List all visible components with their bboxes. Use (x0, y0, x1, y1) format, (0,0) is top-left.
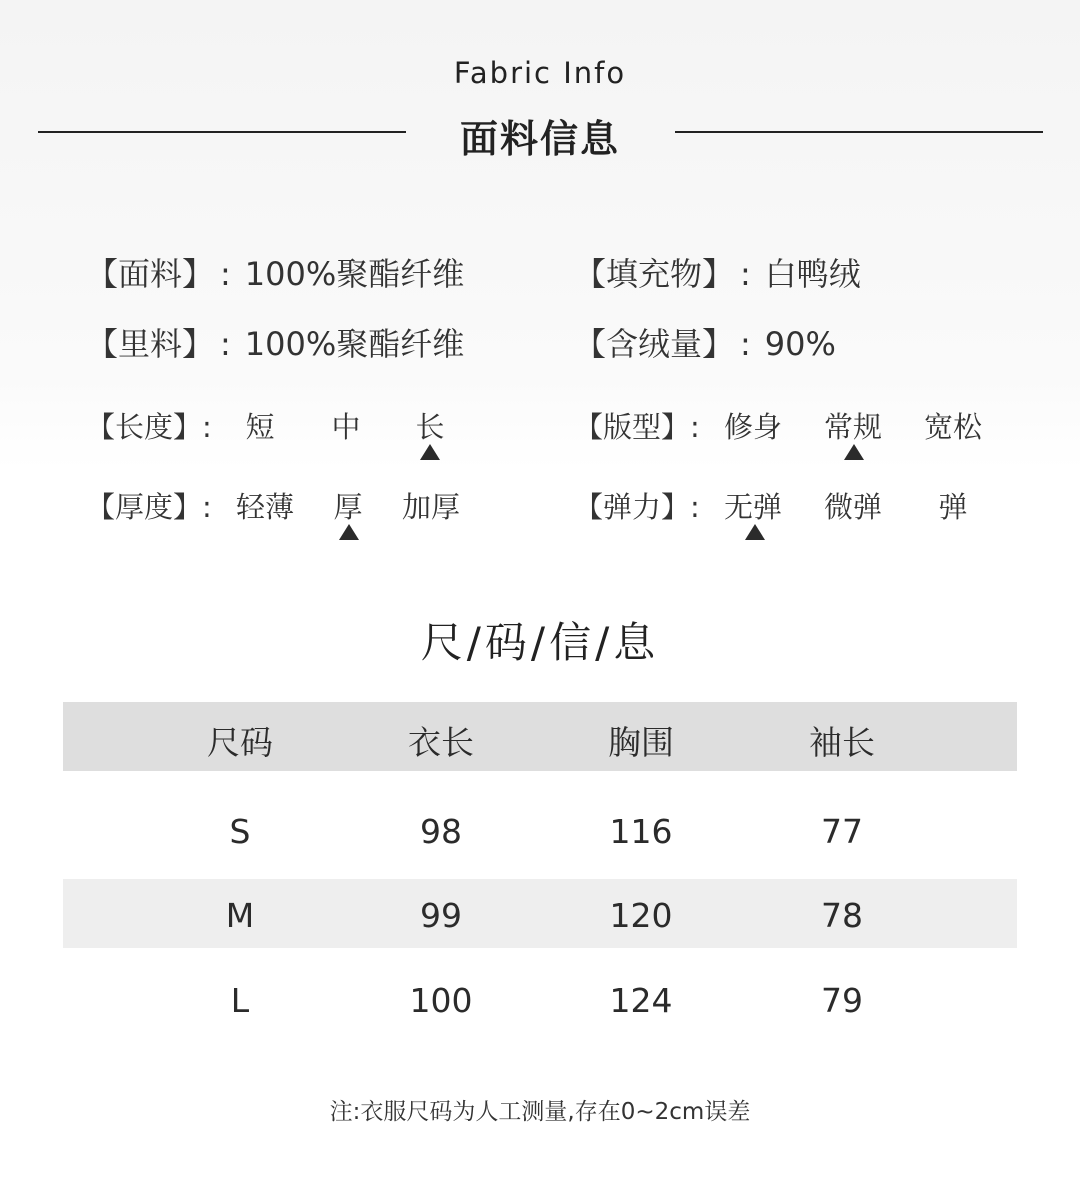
size-table-header-sleeve: 袖长 (809, 723, 875, 762)
size-table-cell: M (225, 896, 255, 935)
size-table-header-length: 衣长 (408, 723, 474, 762)
length-label: 【长度】: (86, 410, 212, 444)
attr-filling (574, 249, 861, 295)
size-table-cell: 99 (420, 896, 462, 935)
attr-key: 【含绒量】 (574, 325, 735, 363)
fit-option-loose: 宽松 (923, 410, 982, 444)
attr-down-content (574, 319, 836, 365)
thickness-option-thin: 轻薄 (235, 490, 294, 524)
size-table-cell: L (230, 981, 250, 1020)
fit-label: 【版型】: (574, 410, 700, 444)
size-table-cell: 77 (821, 812, 863, 851)
size-table-cell: 120 (609, 896, 673, 935)
fabric-info-title-en: Fabric Info (453, 56, 627, 90)
length-option-medium: 中 (331, 410, 361, 444)
size-table-header-chest: 胸围 (608, 723, 674, 762)
size-info-title: 尺/码/信/息 (420, 618, 660, 667)
measurement-note: 注:衣服尺码为人工测量,存在0~2cm误差 (329, 1099, 751, 1125)
thickness-selected-marker-icon (339, 524, 359, 540)
attr-value: 100%聚酯纤维 (244, 325, 465, 363)
attr-sep: : (740, 255, 751, 293)
length-selected-marker-icon (420, 444, 440, 460)
thickness-option-thick: 厚 (333, 490, 363, 524)
elasticity-selected-marker-icon (745, 524, 765, 540)
size-table-cell: 124 (609, 981, 673, 1020)
fit-option-regular: 常规 (823, 410, 882, 444)
elasticity-option-stretch: 弹 (938, 490, 968, 524)
divider-right (675, 131, 1043, 133)
attr-sep: : (740, 325, 751, 363)
thickness-label: 【厚度】: (86, 490, 212, 524)
length-option-short: 短 (245, 410, 275, 444)
size-table-header-size: 尺码 (207, 723, 273, 762)
attr-value: 白鸭绒 (764, 255, 861, 293)
attr-sep: : (220, 255, 231, 293)
fabric-info-title-cn: 面料信息 (459, 117, 620, 161)
size-table-cell: 100 (409, 981, 473, 1020)
attr-lining (86, 319, 464, 365)
attr-sep: : (220, 325, 231, 363)
size-table-cell: 116 (609, 812, 673, 851)
attr-fabric (86, 249, 464, 295)
elasticity-option-none: 无弹 (723, 490, 782, 524)
fit-option-slim: 修身 (723, 410, 782, 444)
elasticity-label: 【弹力】: (574, 490, 700, 524)
size-table-cell: 79 (821, 981, 863, 1020)
fit-selected-marker-icon (844, 444, 864, 460)
attr-key: 【面料】 (86, 255, 215, 293)
attr-key: 【填充物】 (574, 255, 735, 293)
attr-value: 90% (764, 325, 836, 363)
length-option-long: 长 (415, 410, 445, 444)
attr-value: 100%聚酯纤维 (244, 255, 465, 293)
size-table-cell: S (229, 812, 251, 851)
size-table-cell: 98 (420, 812, 462, 851)
size-table-cell: 78 (821, 896, 863, 935)
thickness-option-extra-thick: 加厚 (401, 490, 460, 524)
elasticity-option-slight: 微弹 (823, 490, 882, 524)
attr-key: 【里料】 (86, 325, 215, 363)
